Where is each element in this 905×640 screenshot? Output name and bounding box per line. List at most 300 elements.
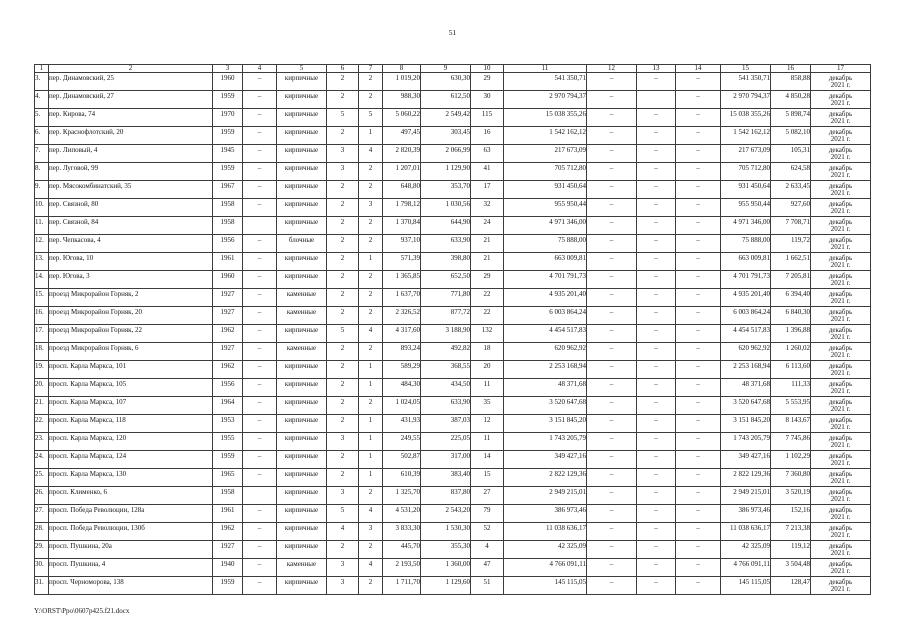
table-cell-col-3: 1927 <box>213 288 243 306</box>
table-cell-col-5: кирпичные <box>277 378 327 396</box>
table-cell-col-4: – <box>243 540 277 558</box>
table-cell-col-9: 2 549,42 <box>421 108 471 126</box>
table-cell-col-6: 2 <box>327 252 359 270</box>
table-cell-col-2: пер. Югова, 10 <box>49 252 213 270</box>
table-cell-col-11: 2 949 215,01 <box>504 486 587 504</box>
table-cell-col-6: 3 <box>327 162 359 180</box>
table-cell-col-10: 11 <box>471 432 504 450</box>
table-cell-col-10: 35 <box>471 396 504 414</box>
table-row <box>35 540 871 558</box>
table-cell-col-16: 5 553,95 <box>771 396 811 414</box>
table-cell-col-13: – <box>637 450 676 468</box>
table-cell-col-12: – <box>587 360 637 378</box>
table-cell-col-7: 1 <box>359 378 383 396</box>
table-cell-col-15: 2 253 168,94 <box>721 360 771 378</box>
table-cell-col-7: 4 <box>359 558 383 576</box>
table-cell-col-15: 2 949 215,01 <box>721 486 771 504</box>
table-cell-col-17: декабрь 2021 г. <box>811 72 871 90</box>
table-cell-col-6: 2 <box>327 396 359 414</box>
table-cell-col-13: – <box>637 468 676 486</box>
table-cell-col-11: 4 701 791,73 <box>504 270 587 288</box>
table-cell-col-10: 21 <box>471 252 504 270</box>
table-cell-col-14: – <box>676 486 721 504</box>
column-number-header: 12 <box>587 65 637 73</box>
table-cell-col-15: 1 743 205,79 <box>721 432 771 450</box>
table-cell-col-7: 2 <box>359 396 383 414</box>
table-cell-col-7: 1 <box>359 414 383 432</box>
table-cell-col-7: 2 <box>359 216 383 234</box>
table-cell-col-4: – <box>243 90 277 108</box>
table-cell-col-13: – <box>637 504 676 522</box>
table-cell-col-9: 644,90 <box>421 216 471 234</box>
table-cell-col-15: 2 970 794,37 <box>721 90 771 108</box>
table-cell-col-12: – <box>587 522 637 540</box>
table-cell-col-1: 12. <box>35 234 49 252</box>
table-cell-col-2: просп. Пушкина, 4 <box>49 558 213 576</box>
table-cell-col-12: – <box>587 306 637 324</box>
table-cell-col-12: – <box>587 504 637 522</box>
table-cell-col-1: 17. <box>35 324 49 342</box>
table-cell-col-9: 633,90 <box>421 396 471 414</box>
table-cell-col-2: просп. Карла Маркса, 120 <box>49 432 213 450</box>
table-cell-col-10: 4 <box>471 540 504 558</box>
table-cell-col-7: 4 <box>359 324 383 342</box>
table-cell-col-9: 317,00 <box>421 450 471 468</box>
table-row <box>35 324 871 342</box>
table-body <box>35 72 871 594</box>
table-cell-col-13: – <box>637 486 676 504</box>
table-cell-col-12: – <box>587 126 637 144</box>
table-cell-col-10: 132 <box>471 324 504 342</box>
table-cell-col-11: 349 427,16 <box>504 450 587 468</box>
table-cell-col-9: 3 188,90 <box>421 324 471 342</box>
table-cell-col-15: 705 712,80 <box>721 162 771 180</box>
table-cell-col-10: 115 <box>471 108 504 126</box>
table-cell-col-8: 1 024,05 <box>383 396 421 414</box>
table-cell-col-8: 893,24 <box>383 342 421 360</box>
table-cell-col-6: 2 <box>327 540 359 558</box>
table-cell-col-2: просп. Клименко, 6 <box>49 486 213 504</box>
table-cell-col-5: кирпичные <box>277 162 327 180</box>
table-cell-col-17: декабрь 2021 г. <box>811 396 871 414</box>
table-cell-col-5: кирпичные <box>277 198 327 216</box>
table-row <box>35 360 871 378</box>
table-cell-col-15: 4 454 517,83 <box>721 324 771 342</box>
table-row <box>35 432 871 450</box>
table-cell-col-12: – <box>587 90 637 108</box>
table-row <box>35 234 871 252</box>
column-number-header: 7 <box>359 65 383 73</box>
table-cell-col-14: – <box>676 522 721 540</box>
table-cell-col-15: 11 038 636,17 <box>721 522 771 540</box>
table-cell-col-4: – <box>243 162 277 180</box>
table-cell-col-15: 217 673,09 <box>721 144 771 162</box>
table-cell-col-5: кирпичные <box>277 72 327 90</box>
table-cell-col-4: – <box>243 576 277 594</box>
table-cell-col-15: 386 973,46 <box>721 504 771 522</box>
table-cell-col-13: – <box>637 342 676 360</box>
table-cell-col-17: декабрь 2021 г. <box>811 252 871 270</box>
table-cell-col-3: 1958 <box>213 216 243 234</box>
table-cell-col-8: 4 317,60 <box>383 324 421 342</box>
table-row <box>35 414 871 432</box>
table-cell-col-16: 2 633,45 <box>771 180 811 198</box>
table-cell-col-2: пер. Связной, 84 <box>49 216 213 234</box>
table-cell-col-13: – <box>637 360 676 378</box>
table-cell-col-3: 1956 <box>213 234 243 252</box>
table-cell-col-7: 1 <box>359 126 383 144</box>
table-cell-col-8: 1 019,20 <box>383 72 421 90</box>
table-cell-col-10: 32 <box>471 198 504 216</box>
table-cell-col-16: 3 520,19 <box>771 486 811 504</box>
table-cell-col-7: 2 <box>359 540 383 558</box>
table-cell-col-16: 128,47 <box>771 576 811 594</box>
table-cell-col-8: 610,39 <box>383 468 421 486</box>
table-cell-col-17: декабрь 2021 г. <box>811 576 871 594</box>
table-cell-col-8: 1 365,85 <box>383 270 421 288</box>
table-cell-col-6: 3 <box>327 558 359 576</box>
table-cell-col-14: – <box>676 540 721 558</box>
table-cell-col-3: 1927 <box>213 342 243 360</box>
table-cell-col-12: – <box>587 468 637 486</box>
table-cell-col-9: 492,82 <box>421 342 471 360</box>
table-cell-col-2: проезд Микрорайон Горняк, 20 <box>49 306 213 324</box>
table-cell-col-9: 303,45 <box>421 126 471 144</box>
table-cell-col-2: просп. Карла Маркса, 107 <box>49 396 213 414</box>
table-cell-col-8: 4 531,20 <box>383 504 421 522</box>
table-cell-col-15: 3 151 845,20 <box>721 414 771 432</box>
table-cell-col-1: 14. <box>35 270 49 288</box>
table-cell-col-11: 11 038 636,17 <box>504 522 587 540</box>
table-cell-col-1: 29. <box>35 540 49 558</box>
table-cell-col-17: декабрь 2021 г. <box>811 324 871 342</box>
table-cell-col-11: 15 038 355,26 <box>504 108 587 126</box>
table-cell-col-6: 2 <box>327 126 359 144</box>
table-cell-col-6: 2 <box>327 234 359 252</box>
table-cell-col-12: – <box>587 270 637 288</box>
table-cell-col-15: 6 003 864,24 <box>721 306 771 324</box>
column-number-header: 11 <box>504 65 587 73</box>
table-cell-col-13: – <box>637 270 676 288</box>
table-cell-col-2: проезд Микрорайон Горняк, 22 <box>49 324 213 342</box>
table-cell-col-6: 2 <box>327 378 359 396</box>
table-cell-col-7: 2 <box>359 486 383 504</box>
table-cell-col-16: 152,16 <box>771 504 811 522</box>
table-row <box>35 306 871 324</box>
table-cell-col-17: декабрь 2021 г. <box>811 360 871 378</box>
table-cell-col-16: 4 850,28 <box>771 90 811 108</box>
table-cell-col-16: 119,72 <box>771 234 811 252</box>
table-cell-col-3: 1958 <box>213 198 243 216</box>
table-cell-col-14: – <box>676 270 721 288</box>
table-cell-col-1: 11. <box>35 216 49 234</box>
table-cell-col-14: – <box>676 360 721 378</box>
table-cell-col-3: 1958 <box>213 486 243 504</box>
table-row <box>35 576 871 594</box>
table-cell-col-9: 633,90 <box>421 234 471 252</box>
table-cell-col-1: 27. <box>35 504 49 522</box>
table-cell-col-11: 1 743 205,79 <box>504 432 587 450</box>
table-cell-col-8: 3 833,30 <box>383 522 421 540</box>
table-cell-col-6: 2 <box>327 216 359 234</box>
table-cell-col-16: 7 205,81 <box>771 270 811 288</box>
table-cell-col-5: кирпичные <box>277 450 327 468</box>
table-cell-col-9: 877,72 <box>421 306 471 324</box>
table-cell-col-14: – <box>676 198 721 216</box>
table-cell-col-7: 2 <box>359 576 383 594</box>
table-cell-col-2: просп. Карла Маркса, 130 <box>49 468 213 486</box>
table-cell-col-9: 612,50 <box>421 90 471 108</box>
table-cell-col-17: декабрь 2021 г. <box>811 234 871 252</box>
table-cell-col-2: просп. Карла Маркса, 124 <box>49 450 213 468</box>
column-number-header: 17 <box>811 65 871 73</box>
table-cell-col-6: 2 <box>327 342 359 360</box>
file-path-footer: Y:\ORST\Ppo\0607p425.f21.docx <box>34 607 130 615</box>
table-cell-col-11: 4 935 201,40 <box>504 288 587 306</box>
table-cell-col-11: 6 003 864,24 <box>504 306 587 324</box>
table-cell-col-7: 4 <box>359 144 383 162</box>
table-cell-col-6: 2 <box>327 180 359 198</box>
table-cell-col-14: – <box>676 576 721 594</box>
table-cell-col-14: – <box>676 558 721 576</box>
table-cell-col-2: просп. Карла Маркса, 101 <box>49 360 213 378</box>
table-cell-col-6: 2 <box>327 198 359 216</box>
table-cell-col-3: 1967 <box>213 180 243 198</box>
table-cell-col-3: 1965 <box>213 468 243 486</box>
column-number-header: 4 <box>243 65 277 73</box>
table-cell-col-12: – <box>587 216 637 234</box>
table-cell-col-13: – <box>637 252 676 270</box>
table-cell-col-9: 837,80 <box>421 486 471 504</box>
table-cell-col-13: – <box>637 324 676 342</box>
table-cell-col-14: – <box>676 288 721 306</box>
table-cell-col-7: 2 <box>359 90 383 108</box>
table-cell-col-3: 1959 <box>213 90 243 108</box>
table-cell-col-14: – <box>676 126 721 144</box>
table-cell-col-16: 111,33 <box>771 378 811 396</box>
table-cell-col-1: 31. <box>35 576 49 594</box>
table-row <box>35 342 871 360</box>
table-cell-col-8: 502,87 <box>383 450 421 468</box>
table-cell-col-11: 3 151 845,20 <box>504 414 587 432</box>
table-cell-col-1: 6. <box>35 126 49 144</box>
table-cell-col-5: кирпичные <box>277 90 327 108</box>
table-cell-col-14: – <box>676 342 721 360</box>
table-cell-col-9: 630,30 <box>421 72 471 90</box>
table-cell-col-3: 1959 <box>213 450 243 468</box>
table-cell-col-16: 7 360,80 <box>771 468 811 486</box>
table-cell-col-3: 1960 <box>213 270 243 288</box>
table-cell-col-3: 1962 <box>213 324 243 342</box>
table-cell-col-5: каменные <box>277 288 327 306</box>
table-cell-col-16: 6 113,60 <box>771 360 811 378</box>
table-row <box>35 144 871 162</box>
table-cell-col-3: 1956 <box>213 378 243 396</box>
table-cell-col-5: кирпичные <box>277 540 327 558</box>
table-cell-col-4: – <box>243 306 277 324</box>
table-cell-col-7: 3 <box>359 522 383 540</box>
table-cell-col-6: 2 <box>327 306 359 324</box>
table-cell-col-12: – <box>587 108 637 126</box>
table-cell-col-2: пер. Динамовский, 27 <box>49 90 213 108</box>
table-cell-col-15: 349 427,16 <box>721 450 771 468</box>
table-cell-col-11: 2 970 794,37 <box>504 90 587 108</box>
table-cell-col-8: 937,10 <box>383 234 421 252</box>
table-cell-col-9: 387,03 <box>421 414 471 432</box>
table-cell-col-12: – <box>587 450 637 468</box>
table-cell-col-6: 2 <box>327 270 359 288</box>
table-cell-col-16: 7 745,86 <box>771 432 811 450</box>
table-cell-col-15: 955 950,44 <box>721 198 771 216</box>
table-cell-col-15: 42 325,09 <box>721 540 771 558</box>
table-cell-col-3: 1970 <box>213 108 243 126</box>
table-cell-col-3: 1960 <box>213 72 243 90</box>
table-cell-col-15: 15 038 355,26 <box>721 108 771 126</box>
table-cell-col-12: – <box>587 576 637 594</box>
table-cell-col-14: – <box>676 378 721 396</box>
table-cell-col-14: – <box>676 216 721 234</box>
table-cell-col-15: 4 766 091,11 <box>721 558 771 576</box>
table-cell-col-11: 4 766 091,11 <box>504 558 587 576</box>
table-cell-col-11: 1 542 162,12 <box>504 126 587 144</box>
table-cell-col-14: – <box>676 504 721 522</box>
table-cell-col-10: 18 <box>471 342 504 360</box>
table-cell-col-15: 48 371,68 <box>721 378 771 396</box>
table-cell-col-8: 1 711,70 <box>383 576 421 594</box>
table-cell-col-15: 75 888,00 <box>721 234 771 252</box>
table-cell-col-1: 3. <box>35 72 49 90</box>
table-cell-col-11: 705 712,80 <box>504 162 587 180</box>
table-cell-col-16: 858,88 <box>771 72 811 90</box>
table-cell-col-13: – <box>637 288 676 306</box>
table-cell-col-17: декабрь 2021 г. <box>811 414 871 432</box>
table-cell-col-15: 4 971 346,00 <box>721 216 771 234</box>
table-cell-col-1: 30. <box>35 558 49 576</box>
table-cell-col-3: 1927 <box>213 306 243 324</box>
column-number-header: 8 <box>383 65 421 73</box>
table-cell-col-11: 145 115,05 <box>504 576 587 594</box>
table-cell-col-3: 1962 <box>213 522 243 540</box>
table-cell-col-3: 1959 <box>213 576 243 594</box>
table-cell-col-9: 2 543,20 <box>421 504 471 522</box>
table-cell-col-10: 11 <box>471 378 504 396</box>
table-cell-col-4 <box>243 216 277 234</box>
table-cell-col-5: кирпичные <box>277 360 327 378</box>
table-cell-col-15: 4 701 791,73 <box>721 270 771 288</box>
table-cell-col-4: – <box>243 522 277 540</box>
table-cell-col-6: 3 <box>327 144 359 162</box>
table-cell-col-14: – <box>676 144 721 162</box>
table-cell-col-9: 771,80 <box>421 288 471 306</box>
table-cell-col-17: декабрь 2021 г. <box>811 180 871 198</box>
table-cell-col-12: – <box>587 414 637 432</box>
table-cell-col-10: 21 <box>471 234 504 252</box>
table-cell-col-9: 1 030,56 <box>421 198 471 216</box>
table-cell-col-8: 2 820,39 <box>383 144 421 162</box>
table-row <box>35 216 871 234</box>
column-number-header: 1 <box>35 65 49 73</box>
table-row <box>35 558 871 576</box>
table-cell-col-11: 4 971 346,00 <box>504 216 587 234</box>
table-cell-col-6: 4 <box>327 522 359 540</box>
table-cell-col-1: 20. <box>35 378 49 396</box>
table-cell-col-11: 48 371,68 <box>504 378 587 396</box>
table-cell-col-4: – <box>243 378 277 396</box>
data-table <box>34 64 871 595</box>
table-cell-col-7: 2 <box>359 342 383 360</box>
table-cell-col-12: – <box>587 234 637 252</box>
table-cell-col-16: 5 898,74 <box>771 108 811 126</box>
table-cell-col-7: 2 <box>359 306 383 324</box>
table-cell-col-2: пер. Югова, 3 <box>49 270 213 288</box>
table-cell-col-13: – <box>637 522 676 540</box>
table-cell-col-2: пер. Чепкасова, 4 <box>49 234 213 252</box>
table-cell-col-10: 22 <box>471 306 504 324</box>
table-cell-col-7: 1 <box>359 450 383 468</box>
table-cell-col-2: пер. Динамовский, 25 <box>49 72 213 90</box>
table-row <box>35 90 871 108</box>
table-cell-col-5: кирпичные <box>277 180 327 198</box>
table-cell-col-5: кирпичные <box>277 108 327 126</box>
table-cell-col-17: декабрь 2021 г. <box>811 504 871 522</box>
table-cell-col-13: – <box>637 180 676 198</box>
table-cell-col-5: кирпичные <box>277 432 327 450</box>
table-cell-col-10: 41 <box>471 162 504 180</box>
table-cell-col-10: 20 <box>471 360 504 378</box>
table-cell-col-17: декабрь 2021 г. <box>811 468 871 486</box>
table-cell-col-12: – <box>587 558 637 576</box>
table-cell-col-11: 2 253 168,94 <box>504 360 587 378</box>
table-cell-col-4: – <box>243 72 277 90</box>
table-cell-col-16: 6 840,30 <box>771 306 811 324</box>
table-cell-col-4: – <box>243 108 277 126</box>
table-cell-col-9: 652,50 <box>421 270 471 288</box>
table-cell-col-17: декабрь 2021 г. <box>811 90 871 108</box>
table-cell-col-2: просп. Победа Революции, 128а <box>49 504 213 522</box>
table-cell-col-17: декабрь 2021 г. <box>811 216 871 234</box>
table-cell-col-14: – <box>676 324 721 342</box>
table-cell-col-9: 1 360,00 <box>421 558 471 576</box>
table-cell-col-16: 3 504,48 <box>771 558 811 576</box>
table-cell-col-8: 589,29 <box>383 360 421 378</box>
table-cell-col-10: 16 <box>471 126 504 144</box>
table-row <box>35 468 871 486</box>
table-cell-col-15: 663 009,81 <box>721 252 771 270</box>
table-row <box>35 504 871 522</box>
table-cell-col-10: 22 <box>471 288 504 306</box>
table-cell-col-10: 63 <box>471 144 504 162</box>
table-cell-col-3: 1953 <box>213 414 243 432</box>
table-row <box>35 108 871 126</box>
table-cell-col-7: 2 <box>359 180 383 198</box>
table-cell-col-17: декабрь 2021 г. <box>811 378 871 396</box>
table-cell-col-6: 2 <box>327 360 359 378</box>
table-cell-col-16: 6 394,40 <box>771 288 811 306</box>
table-cell-col-14: – <box>676 90 721 108</box>
table-cell-col-17: декабрь 2021 г. <box>811 270 871 288</box>
table-cell-col-13 <box>637 90 676 108</box>
table-cell-col-5: кирпичные <box>277 252 327 270</box>
column-number-header: 15 <box>721 65 771 73</box>
table-cell-col-1: 9. <box>35 180 49 198</box>
table-cell-col-17: декабрь 2021 г. <box>811 342 871 360</box>
table-cell-col-4: – <box>243 468 277 486</box>
table-cell-col-14: – <box>676 180 721 198</box>
table-cell-col-8: 1 370,84 <box>383 216 421 234</box>
table-cell-col-10: 29 <box>471 270 504 288</box>
column-number-header: 13 <box>637 65 676 73</box>
table-cell-col-4: – <box>243 234 277 252</box>
